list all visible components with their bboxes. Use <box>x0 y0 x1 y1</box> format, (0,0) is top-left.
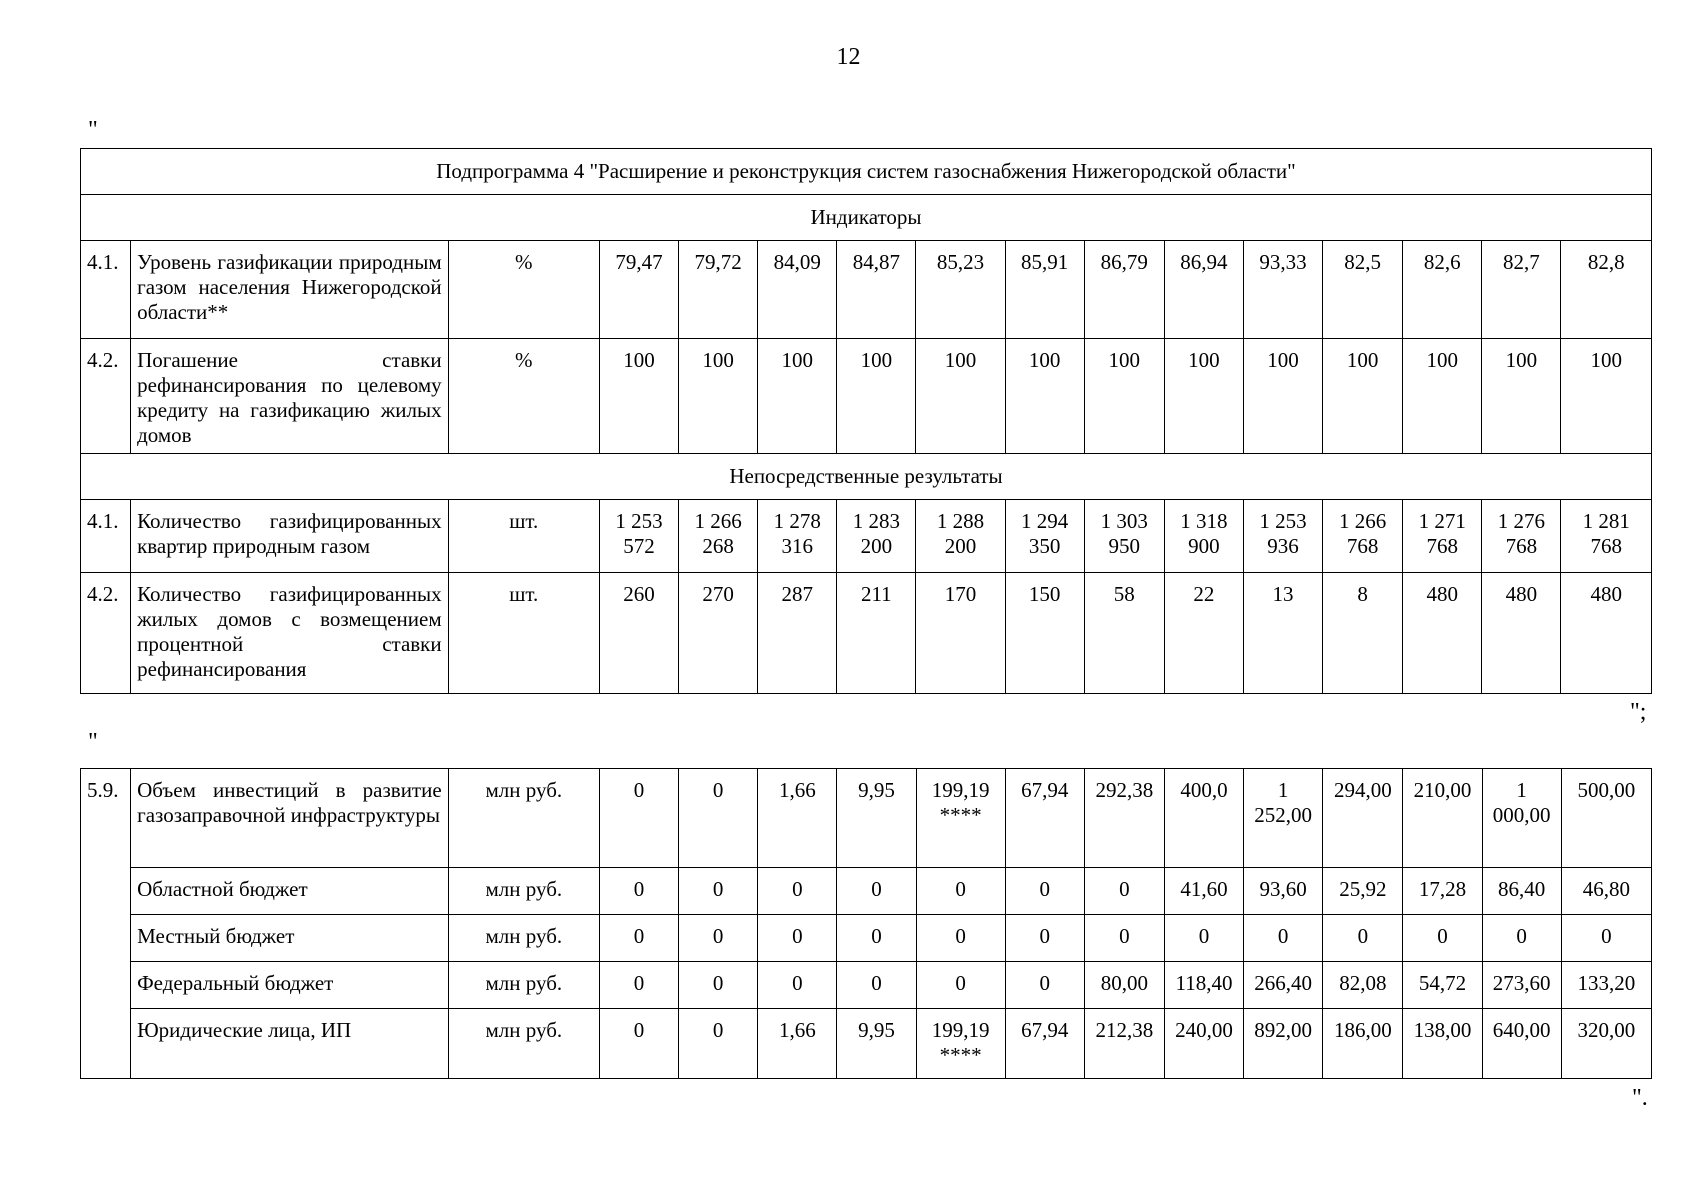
value-line: 1,66 <box>778 1018 816 1042</box>
value-cell: 100 <box>1005 339 1084 454</box>
value-cell: 13 <box>1243 573 1322 694</box>
value-line: 0 <box>1119 924 1130 948</box>
value-line: 1 294 <box>1020 509 1069 533</box>
result-row <box>81 573 1652 694</box>
value-line: 199,19 <box>931 778 990 802</box>
value-cell <box>837 915 916 962</box>
section-heading-row <box>81 195 1652 241</box>
row-unit: млн руб. <box>448 868 599 915</box>
value-line: 268 <box>702 534 734 558</box>
value-cell <box>1482 769 1561 868</box>
value-cell: 100 <box>837 339 916 454</box>
value-cell <box>837 1009 916 1079</box>
value-cell <box>1482 500 1561 573</box>
value-line: 0 <box>792 971 803 995</box>
value-cell <box>916 868 1005 915</box>
row-unit: % <box>448 339 599 454</box>
row-name: Федеральный бюджет <box>131 962 449 1009</box>
value-cell <box>599 769 678 868</box>
row-name: Юридические лица, ИП <box>131 1009 449 1079</box>
value-cell: 82,5 <box>1323 241 1403 339</box>
investment-table <box>80 768 1652 1079</box>
value-line: 1 278 <box>773 509 821 533</box>
value-cell <box>1084 1009 1164 1079</box>
section-heading-row <box>81 454 1652 500</box>
row-name: Областной бюджет <box>131 868 449 915</box>
value-cell <box>1482 868 1561 915</box>
value-cell: 100 <box>758 339 837 454</box>
value-line: 900 <box>1188 534 1220 558</box>
funding-source-row <box>81 1009 1652 1079</box>
value-cell: 100 <box>599 339 678 454</box>
value-cell: 480 <box>1482 573 1561 694</box>
value-line: 80,00 <box>1100 971 1149 995</box>
value-cell <box>679 500 758 573</box>
section-heading-indicators: Индикаторы <box>81 195 1652 241</box>
value-cell: 82,8 <box>1561 241 1652 339</box>
value-cell <box>1084 962 1164 1009</box>
value-cell: 100 <box>1482 339 1561 454</box>
value-cell <box>1005 1009 1084 1079</box>
value-cell <box>1164 769 1243 868</box>
value-line: 186,00 <box>1333 1018 1392 1042</box>
value-line: 17,28 <box>1418 877 1467 901</box>
row-number: 4.1. <box>81 241 131 339</box>
value-cell <box>599 500 678 573</box>
value-cell: 170 <box>916 573 1005 694</box>
table-title: Подпрограмма 4 "Расширение и реконструкция систем газоснабжения Нижегородской области" <box>81 149 1652 195</box>
value-cell: 79,47 <box>599 241 678 339</box>
row-name: Уровень газификации природным газом населения Нижегородской области** <box>131 241 449 339</box>
value-line: 1 271 <box>1418 509 1466 533</box>
value-cell <box>1323 915 1403 962</box>
value-line: 950 <box>1108 534 1140 558</box>
value-line: 0 <box>871 924 882 948</box>
value-line: 1 <box>1277 778 1289 802</box>
value-line: 118,40 <box>1175 971 1233 995</box>
value-cell <box>1005 915 1084 962</box>
value-cell <box>1323 500 1403 573</box>
row-unit: млн руб. <box>448 915 599 962</box>
value-line: 892,00 <box>1254 1018 1313 1042</box>
value-line: 0 <box>633 778 645 802</box>
value-line: 67,94 <box>1021 1018 1069 1042</box>
value-cell <box>758 868 837 915</box>
value-line: 138,00 <box>1413 1018 1472 1042</box>
value-line: 0 <box>955 877 966 901</box>
value-line: 266,40 <box>1254 971 1313 995</box>
section-heading-results: Непосредственные результаты <box>81 454 1652 500</box>
value-cell: 100 <box>1084 339 1164 454</box>
table-title-row <box>81 149 1652 195</box>
row-number: 4.2. <box>81 339 131 454</box>
value-cell <box>1561 769 1651 868</box>
value-cell <box>1561 915 1651 962</box>
value-line: 0 <box>712 924 724 948</box>
value-line: 54,72 <box>1418 971 1467 995</box>
indicator-row <box>81 241 1652 339</box>
row-unit: млн руб. <box>448 962 599 1009</box>
value-line: 41,60 <box>1180 877 1228 901</box>
value-line: 0 <box>871 971 882 995</box>
row-number: 4.1. <box>81 500 131 573</box>
value-cell: 8 <box>1323 573 1403 694</box>
row-name: Количество газифицированных жилых домов с возмещением процентной ставки рефинансирования <box>131 573 449 694</box>
value-line: 0 <box>792 877 803 901</box>
value-line: 67,94 <box>1021 778 1069 802</box>
page-number: 12 <box>836 44 861 70</box>
value-line: 25,92 <box>1339 877 1387 901</box>
value-line: 212,38 <box>1095 1018 1154 1042</box>
value-line: 200 <box>860 534 893 558</box>
value-cell: 211 <box>837 573 916 694</box>
value-line: 133,20 <box>1577 971 1636 995</box>
value-cell <box>1243 500 1322 573</box>
value-line: 0 <box>1039 877 1050 901</box>
value-cell <box>1561 962 1651 1009</box>
value-line: 46,80 <box>1582 877 1630 901</box>
value-cell <box>758 769 837 868</box>
closing-quote: ". <box>1632 1085 1648 1111</box>
value-cell <box>1164 915 1243 962</box>
value-cell <box>599 1009 678 1079</box>
value-line: 0 <box>792 924 803 948</box>
value-line: 199,19 <box>931 1018 990 1042</box>
row-name: Количество газифицированных квартир природным газом <box>131 500 449 573</box>
value-line: 9,95 <box>858 1018 895 1042</box>
opening-quote: " <box>88 729 98 755</box>
value-line: 0 <box>633 877 645 901</box>
value-cell <box>758 962 837 1009</box>
row-name: Местный бюджет <box>131 915 449 962</box>
value-cell: 100 <box>1243 339 1322 454</box>
value-line: 1 253 <box>615 509 663 533</box>
value-cell <box>758 915 837 962</box>
value-cell <box>916 500 1005 573</box>
value-line: 0 <box>712 971 724 995</box>
value-line: 1 288 <box>936 509 985 533</box>
value-line: 0 <box>1357 924 1369 948</box>
value-line: 0 <box>871 877 882 901</box>
value-line: **** <box>939 1043 982 1067</box>
value-line: 936 <box>1267 534 1299 558</box>
investment-row <box>81 769 1652 868</box>
value-line: 0 <box>955 971 966 995</box>
value-cell <box>837 769 916 868</box>
value-line: 350 <box>1028 534 1061 558</box>
value-line: 0 <box>633 971 645 995</box>
value-cell: 100 <box>916 339 1005 454</box>
value-cell <box>1403 1009 1482 1079</box>
value-cell: 82,7 <box>1482 241 1561 339</box>
value-cell <box>599 915 678 962</box>
value-cell <box>599 868 678 915</box>
indicator-row <box>81 339 1652 454</box>
value-cell <box>837 500 916 573</box>
value-cell: 22 <box>1164 573 1243 694</box>
value-cell <box>758 500 837 573</box>
value-line: 0 <box>1198 924 1210 948</box>
value-cell: 100 <box>1561 339 1652 454</box>
value-cell <box>916 962 1005 1009</box>
value-cell: 86,94 <box>1164 241 1243 339</box>
value-cell: 150 <box>1005 573 1084 694</box>
value-line: 1 283 <box>852 509 900 533</box>
value-cell <box>1482 1009 1561 1079</box>
value-cell <box>1084 868 1164 915</box>
value-cell <box>679 915 758 962</box>
value-line: 1 253 <box>1259 509 1307 533</box>
value-cell <box>1482 962 1561 1009</box>
value-cell <box>1561 868 1651 915</box>
value-cell <box>916 769 1005 868</box>
row-unit: млн руб. <box>448 769 599 868</box>
value-cell <box>679 1009 758 1079</box>
value-cell <box>1005 769 1084 868</box>
value-line: 0 <box>1601 924 1612 948</box>
value-cell: 85,91 <box>1005 241 1084 339</box>
value-line: 572 <box>623 534 655 558</box>
value-line: 316 <box>781 534 813 558</box>
value-cell <box>1561 500 1652 573</box>
value-line: 292,38 <box>1095 778 1154 802</box>
value-line: **** <box>939 803 982 827</box>
value-cell: 86,79 <box>1084 241 1164 339</box>
value-line: 1 281 <box>1582 509 1630 533</box>
value-cell <box>1482 915 1561 962</box>
value-line: 93,60 <box>1259 877 1307 901</box>
value-line: 0 <box>633 924 645 948</box>
value-cell <box>1244 915 1323 962</box>
value-cell <box>1244 962 1323 1009</box>
value-cell <box>679 962 758 1009</box>
value-line: 500,00 <box>1577 778 1636 802</box>
value-line: 768 <box>1590 534 1622 558</box>
value-cell <box>1323 769 1403 868</box>
value-cell <box>1403 915 1482 962</box>
value-line: 1 <box>1516 778 1527 802</box>
value-line: 0 <box>1039 924 1050 948</box>
value-line: 000,00 <box>1492 803 1551 827</box>
funding-source-row <box>81 962 1652 1009</box>
value-cell: 84,87 <box>837 241 916 339</box>
row-number: 5.9. <box>81 769 131 1079</box>
value-cell: 100 <box>679 339 758 454</box>
closing-quote: "; <box>1630 699 1647 725</box>
value-line: 0 <box>1516 924 1527 948</box>
value-line: 0 <box>1277 924 1289 948</box>
value-cell <box>599 962 678 1009</box>
value-line: 82,08 <box>1339 971 1387 995</box>
value-line: 1 266 <box>1339 509 1387 533</box>
row-unit: шт. <box>448 573 599 694</box>
value-cell <box>1244 769 1323 868</box>
value-cell: 260 <box>599 573 678 694</box>
opening-quote: " <box>88 117 98 143</box>
row-unit: % <box>448 241 599 339</box>
value-cell: 100 <box>1323 339 1403 454</box>
value-line: 768 <box>1346 534 1379 558</box>
value-line: 210,00 <box>1413 778 1472 802</box>
value-cell <box>1084 769 1164 868</box>
value-line: 0 <box>712 877 724 901</box>
value-cell <box>1164 962 1243 1009</box>
value-cell <box>679 868 758 915</box>
value-cell: 480 <box>1561 573 1652 694</box>
result-row <box>81 500 1652 573</box>
value-line: 0 <box>712 778 724 802</box>
value-line: 1 303 <box>1100 509 1148 533</box>
value-cell <box>837 962 916 1009</box>
value-line: 768 <box>1505 534 1538 558</box>
value-line: 0 <box>1437 924 1448 948</box>
value-cell: 100 <box>1403 339 1482 454</box>
value-line: 768 <box>1426 534 1459 558</box>
value-line: 0 <box>633 1018 645 1042</box>
value-line: 0 <box>955 924 966 948</box>
value-cell <box>1323 868 1403 915</box>
value-cell <box>679 769 758 868</box>
value-cell <box>1084 915 1164 962</box>
value-cell <box>1561 1009 1651 1079</box>
value-line: 0 <box>712 1018 724 1042</box>
value-line: 640,00 <box>1492 1018 1551 1042</box>
value-cell: 480 <box>1403 573 1482 694</box>
value-cell <box>758 1009 837 1079</box>
row-unit: шт. <box>448 500 599 573</box>
subprogram-table <box>80 148 1652 694</box>
value-cell <box>1084 500 1164 573</box>
value-cell <box>837 868 916 915</box>
value-cell: 58 <box>1084 573 1164 694</box>
value-cell: 79,72 <box>679 241 758 339</box>
value-cell <box>916 915 1005 962</box>
value-cell <box>1323 962 1403 1009</box>
value-line: 1 318 <box>1180 509 1228 533</box>
value-line: 1 266 <box>694 509 742 533</box>
value-cell <box>1164 500 1243 573</box>
value-line: 240,00 <box>1175 1018 1233 1042</box>
value-cell <box>1164 868 1243 915</box>
funding-source-row <box>81 868 1652 915</box>
row-unit: млн руб. <box>448 1009 599 1079</box>
value-cell <box>1164 1009 1243 1079</box>
value-line: 252,00 <box>1254 803 1313 827</box>
value-line: 9,95 <box>858 778 895 802</box>
row-name: Объем инвестиций в развитие газозаправочной инфраструктуры <box>131 769 449 868</box>
value-cell <box>1403 500 1482 573</box>
value-line: 1,66 <box>778 778 816 802</box>
value-cell <box>1403 769 1482 868</box>
value-cell <box>1244 868 1323 915</box>
funding-source-row <box>81 915 1652 962</box>
value-cell: 100 <box>1164 339 1243 454</box>
value-cell <box>916 1009 1005 1079</box>
value-cell <box>1323 1009 1403 1079</box>
value-cell <box>1403 868 1482 915</box>
value-line: 294,00 <box>1333 778 1392 802</box>
value-cell <box>1244 1009 1323 1079</box>
value-cell: 84,09 <box>758 241 837 339</box>
value-line: 320,00 <box>1577 1018 1636 1042</box>
value-cell: 270 <box>679 573 758 694</box>
row-name: Погашение ставки рефинансирования по целевому кредиту на газификацию жилых домов <box>131 339 449 454</box>
value-line: 0 <box>1119 877 1130 901</box>
value-line: 400,0 <box>1180 778 1228 802</box>
value-cell <box>1005 962 1084 1009</box>
row-number: 4.2. <box>81 573 131 694</box>
value-cell <box>1005 500 1084 573</box>
value-cell: 82,6 <box>1403 241 1482 339</box>
value-cell <box>1005 868 1084 915</box>
value-line: 0 <box>1039 971 1050 995</box>
value-line: 86,40 <box>1497 877 1546 901</box>
value-cell <box>1403 962 1482 1009</box>
value-cell: 287 <box>758 573 837 694</box>
value-line: 200 <box>944 534 977 558</box>
value-line: 1 276 <box>1497 509 1546 533</box>
value-line: 273,60 <box>1492 971 1551 995</box>
value-cell: 93,33 <box>1243 241 1322 339</box>
value-cell: 85,23 <box>916 241 1005 339</box>
